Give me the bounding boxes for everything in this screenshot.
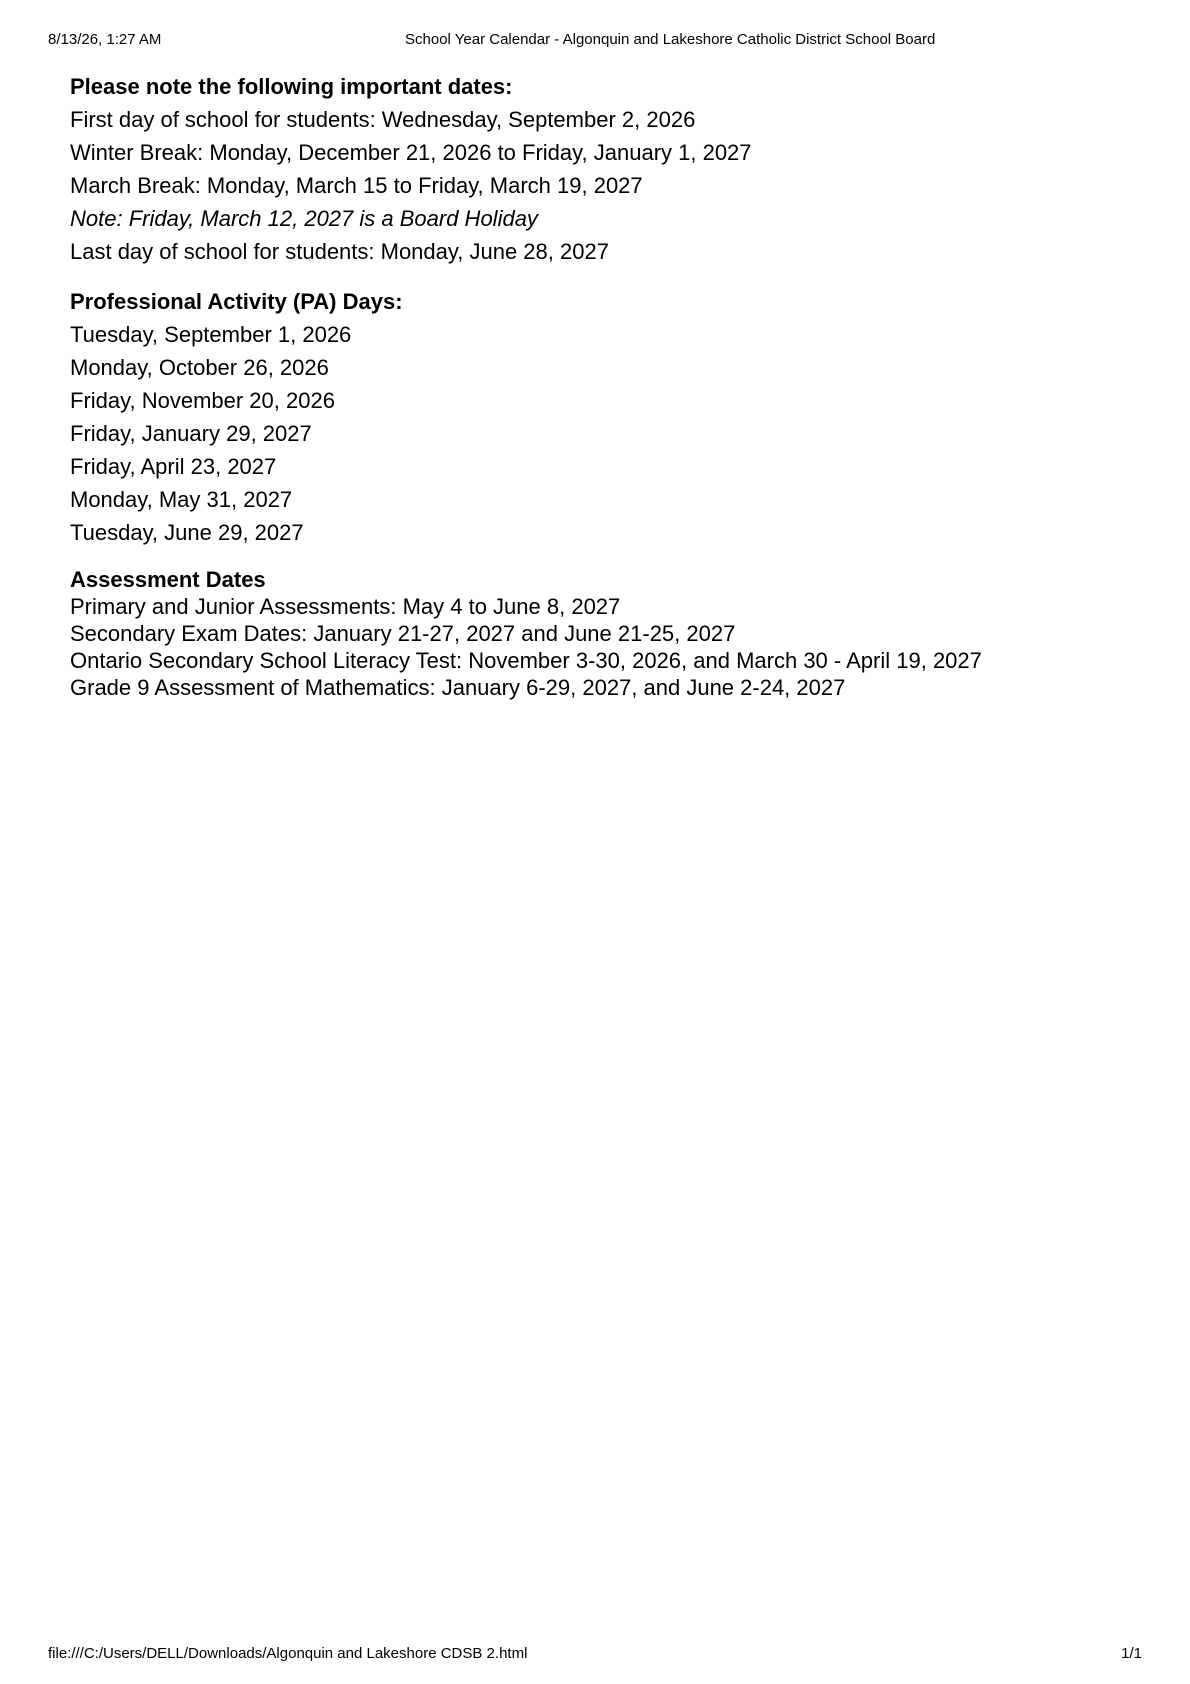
pa-days-section — [70, 285, 1150, 549]
assessment-dates-heading: Assessment Dates — [70, 567, 266, 592]
pa-day-item: Friday, January 29, 2027 — [70, 421, 312, 446]
secondary-exam-dates-line: Secondary Exam Dates: January 21-27, 2027 and June 21-25, 2027 — [70, 621, 736, 646]
last-day-line: Last day of school for students: Monday, June 28, 2027 — [70, 239, 609, 264]
page-number: 1/1 — [1121, 1645, 1142, 1662]
grade9-math-line: Grade 9 Assessment of Mathematics: January 6-29, 2027, and June 2-24, 2027 — [70, 675, 846, 700]
file-path: file:///C:/Users/DELL/Downloads/Algonquin and Lakeshore CDSB 2.html — [48, 1645, 528, 1662]
page-title: School Year Calendar - Algonquin and Lakeshore Catholic District School Board — [405, 31, 936, 48]
pa-day-item: Tuesday, September 1, 2026 — [70, 322, 352, 347]
print-footer — [48, 1644, 1142, 1664]
main-content — [70, 70, 1150, 718]
print-header — [48, 30, 1142, 50]
print-datetime: 8/13/26, 1:27 AM — [48, 31, 162, 48]
pa-day-item: Friday, April 23, 2027 — [70, 454, 277, 479]
pa-day-item: Friday, November 20, 2026 — [70, 388, 335, 413]
march-break-line: March Break: Monday, March 15 to Friday, March 19, 2027 — [70, 173, 643, 198]
primary-junior-assessments-line: Primary and Junior Assessments: May 4 to June 8, 2027 — [70, 594, 621, 619]
assessment-dates-section — [70, 566, 1150, 701]
winter-break-line: Winter Break: Monday, December 21, 2026 to Friday, January 1, 2027 — [70, 140, 752, 165]
important-dates-section — [70, 70, 1150, 268]
pa-day-item: Monday, October 26, 2026 — [70, 355, 329, 380]
pa-day-item: Monday, May 31, 2027 — [70, 487, 293, 512]
osslt-line: Ontario Secondary School Literacy Test: November 3-30, 2026, and March 30 - April 19, 2027 — [70, 648, 982, 673]
pa-days-heading: Professional Activity (PA) Days: — [70, 289, 403, 314]
first-day-line: First day of school for students: Wednesday, September 2, 2026 — [70, 107, 696, 132]
important-dates-heading: Please note the following important dates: — [70, 74, 513, 99]
board-holiday-note: Note: Friday, March 12, 2027 is a Board Holiday — [70, 206, 538, 231]
pa-day-item: Tuesday, June 29, 2027 — [70, 520, 304, 545]
